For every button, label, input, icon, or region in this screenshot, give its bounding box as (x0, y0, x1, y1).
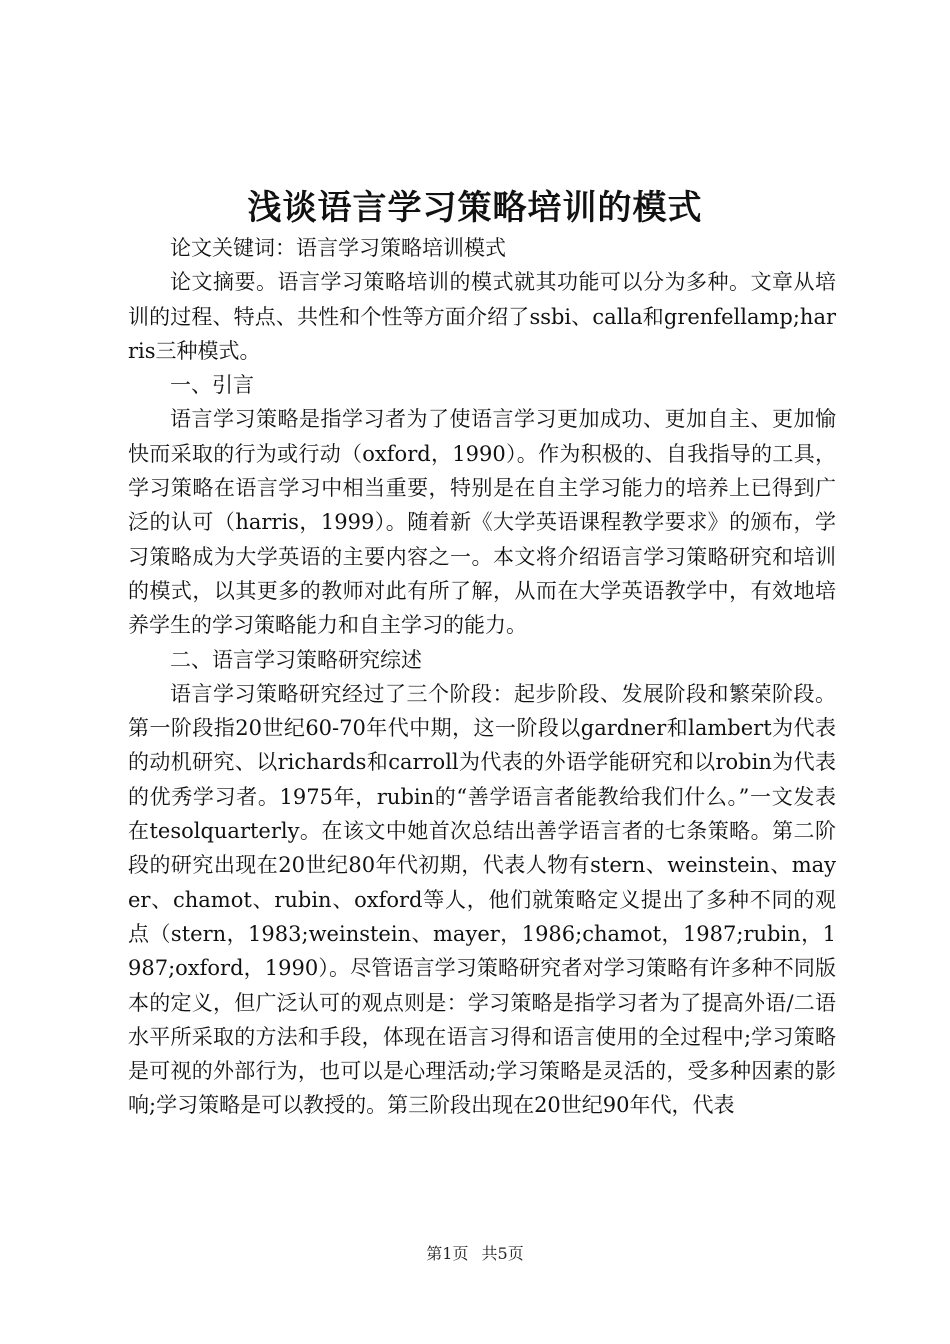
abstract-paragraph: 论文摘要。语言学习策略培训的模式就其功能可以分为多种。文章从培训的过程、特点、共性和个性等方面介绍了ssbi、calla和grenfellamp;harris三种模式。 (128, 270, 836, 363)
body-paragraph: 语言学习策略研究经过了三个阶段：起步阶段、发展阶段和繁荣阶段。第一阶段指20世纪60-70年代中期，这一阶段以gardner和lambert为代表的动机研究、以richards和carroll为代表的外语学能研究和以robin为代表的优秀学习者。1975年，rubin的“善学语言者能教给我们什么。”一文发表在tesolquarterly。在该文中她首次总结出善学语言者的七条策略。第二阶段的研究出现在20世纪80年代初期，代表人物有stern、weinstein、mayer、chamot、rubin、oxford等人，他们就策略定义提出了多种不同的观点（stern，1983;weinstein、mayer，1986;chamot，1987;rubin，1987;oxford，1990）。尽管语言学习策略研究者对学习策略有许多种不同版本的定义，但广泛认可的观点则是：学习策略是指学习者为了提高外语/二语水平所采取的方法和手段，体现在语言习得和语言使用的全过程中;学习策略是可视的外部行为，也可以是心理活动;学习策略是灵活的，受多种因素的影响;学习策略是可以教授的。第三阶段出现在20世纪90年代，代表 (128, 681, 836, 1118)
document-body (128, 231, 836, 1123)
document-title: 浅谈语言学习策略培训的模式 (247, 188, 703, 228)
section-heading-introduction: 一、引言 (170, 373, 254, 398)
page-footer (0, 1242, 950, 1266)
page-number: 第1页 (426, 1244, 469, 1263)
keywords-paragraph: 论文关键词：语言学习策略培训模式 (170, 236, 506, 260)
section-heading-review: 二、语言学习策略研究综述 (170, 647, 422, 672)
body-paragraph: 语言学习策略是指学习者为了使语言学习更加成功、更加自主、更加愉快而采取的行为或行动（oxford，1990）。作为积极的、自我指导的工具，学习策略在语言学习中相当重要，特别是在自主学习能力的培养上已得到广泛的认可（harris，1999）。随着新《大学英语课程教学要求》的颁布，学习策略成为大学英语的主要内容之一。本文将介绍语言学习策略研究和培训的模式，以其更多的教师对此有所了解，从而在大学英语教学中，有效地培养学生的学习策略能力和自主学习的能力。 (128, 407, 836, 638)
page-total: 共5页 (481, 1244, 524, 1263)
